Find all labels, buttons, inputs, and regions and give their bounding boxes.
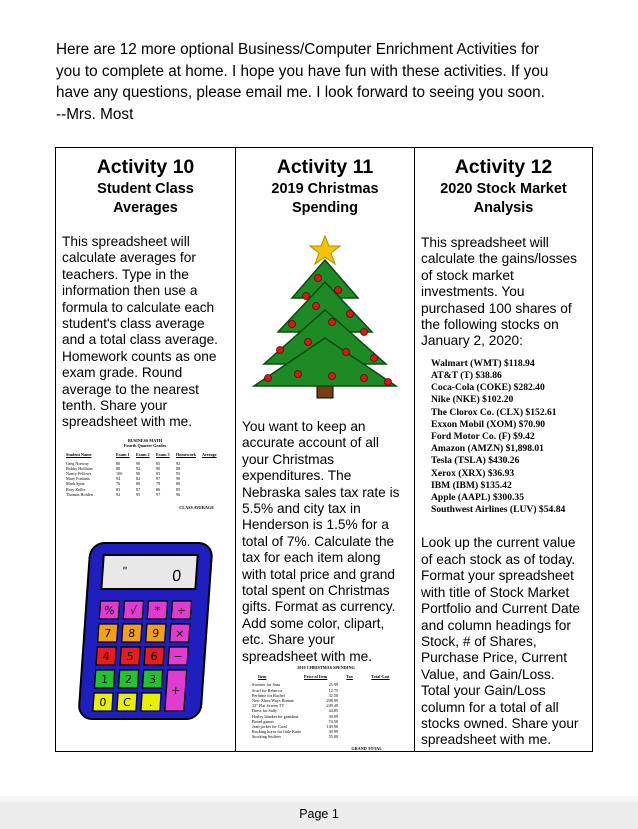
text-line: Homework counts as one [62,348,217,364]
table-cell: 95 [156,471,161,477]
table-cell: 90 [156,465,161,471]
activity-subtitle [56,180,235,218]
subtitle-line: 2020 Stock Market [440,181,567,197]
text-line: 5.5% and city tax in [242,501,361,517]
mini-table-title: BUSINESS MATH [127,438,162,443]
stock-item: Tesla (TSLA) $430.26 [431,455,520,467]
text-line: calculate averages for [62,250,196,266]
text-line: Value, and Gain/Loss. [421,666,555,682]
text-line: January 2, 2020: [421,333,523,349]
spending-sample-table [252,665,400,751]
calculator-key-label: 7 [103,627,112,640]
activities-table [55,147,593,752]
activity-title: Activity 12 [454,156,553,178]
intro-paragraph [56,39,596,125]
mini-col-header: Item [258,674,267,680]
text-line: Add some color, clipart, [242,615,385,631]
table-row [252,734,400,739]
table-cell: 96 [176,491,181,497]
table-cell: 92 [116,491,121,497]
calculator-key-label: . [148,696,154,709]
activity-title: Activity 11 [276,156,374,178]
table-cell: Sweater for Sam [252,682,280,688]
text-line: with title of Stock Market [421,584,570,600]
text-line: formula to calculate each [62,299,215,315]
table-cell: 88 [116,465,121,471]
text-line: average to the nearest [62,381,199,397]
table-cell: 86 [156,486,161,492]
intro-line: Here are 12 more optional Business/Computer Enrichment Activities for [56,41,539,58]
table-cell: 92 [176,460,181,466]
intro-line: you to complete at home. I hope you have fun with these activities. If you [56,62,549,80]
activity-12-column [415,148,592,751]
display-digit: 0 [171,568,182,585]
calculator-key-label: × [174,627,185,640]
subtitle-line: Analysis [473,200,534,216]
activity-title: Activity 10 [96,156,195,178]
calculator-key-label: 8 [127,627,136,640]
stock-item: Coca-Cola (COKE) $282.40 [431,382,545,394]
activity-instructions [415,535,592,748]
mini-table-body [66,461,224,497]
activity-11-column [236,148,415,751]
table-cell: Rory Zollie [66,486,86,492]
stock-item: Ford Motor Co. (F) $9.42 [431,431,535,443]
stock-list [415,358,592,517]
text-line: and a total class average. [62,332,218,348]
mini-table-body [252,682,400,739]
table-cell: 32" Flat Screen TV [252,703,285,709]
text-line: total of 7%. Calculate the [242,533,395,549]
table-cell: Perfume for Rachel [252,692,285,698]
grades-sample-table [66,438,224,510]
table-cell: 80 [136,481,141,487]
text-line: expenditures. The [242,468,352,484]
stock-item: Nike (NKE) $102.20 [431,394,514,406]
calculator-key-label: C [122,696,132,709]
calculator-key-label: * [154,604,161,617]
display-mark: " [122,564,128,578]
table-cell: Greg Norway [66,460,89,466]
table-cell: 95 [136,491,141,497]
calculator-key-label: 2 [124,673,133,686]
table-cell: 85 [156,460,161,466]
calculator-key-label: 3 [148,673,157,686]
calculator-key-label: 5 [126,650,135,663]
text-line: tenth. Share your [62,398,168,414]
table-cell: Mark Spitz [66,481,85,487]
calculator-key-label: 6 [150,650,159,663]
text-line: of stock market [421,267,514,283]
table-cell: 79 [156,481,161,487]
activity-subtitle [415,180,592,218]
table-cell: 39.99 [328,729,338,735]
text-line: etc. Share your [242,632,335,648]
table-cell: 85 [176,486,181,492]
text-line: spreadsheet with me. [242,648,373,664]
mini-col-header: Exam 3 [156,452,170,458]
table-cell: 97 [156,491,161,497]
table-cell: Rocking horse for little Katie [252,729,302,735]
mini-col-header: Total Cost [371,674,390,680]
table-cell: 94 [116,476,121,482]
table-cell: 12.75 [328,687,338,693]
activity-description [56,234,235,431]
table-cell: Scarf for Rebecca [252,687,282,693]
text-line: Look up the current value [421,535,576,551]
text-line: Henderson is 1.5% for a [242,517,389,533]
text-line: gifts. Format as currency. [242,599,396,615]
text-line: with total price and grand [242,566,395,582]
text-line: spreadsheet with me. [421,732,552,748]
table-cell: Stocking Stuffers [252,734,282,740]
table-cell: Thomas Holden [66,491,93,497]
stock-item: Amazon (AMZN) $1,898.01 [431,443,544,455]
calculator-display [101,555,197,589]
table-cell: 25.99 [328,682,338,688]
stock-item: The Clorox Co. (CLX) $152.61 [431,406,557,418]
subtitle-line: Student Class [97,181,194,197]
table-cell: 44.85 [328,708,338,714]
text-line: investments. You [421,284,525,300]
subtitle-line: Averages [113,200,178,216]
text-line: purchased 100 shares of [421,300,572,316]
stock-item: Xerox (XRX) $36.93 [431,467,515,479]
page-number: Page 1 [299,807,339,821]
text-line: exam grade. Round [62,365,183,381]
table-cell: Bobby Hollister [66,465,93,471]
table-cell: 88 [176,465,181,471]
calculator-key-label: ÷ [176,604,187,617]
mini-table-header [66,452,224,457]
text-line: Portfolio and Current Date [421,601,581,617]
table-cell: 80 [116,460,121,466]
table-cell: 74.50 [328,718,338,724]
table-cell: New Xbox/Ways Bonnie [252,698,294,704]
table-cell: 298.99 [326,698,338,704]
text-line: Stock, # of Shares, [421,633,537,649]
table-cell: 95 [176,471,181,477]
mini-table-subtitle: Fourth Quarter Grades [123,443,167,449]
text-line: and column headings for [421,617,571,633]
activity-10-column [56,148,236,751]
table-cell: 90 [176,476,181,482]
stock-item: Exxon Mobil (XOM) $70.90 [431,418,546,430]
text-line: spreadsheet with me. [62,414,193,430]
activity-description [415,235,592,350]
mini-col-header: Student Name [66,452,92,458]
table-cell: Nancy Fellows [66,471,92,477]
stock-item: Southwest Airlines (LUV) $54.84 [431,504,566,516]
text-line: Purchase Price, Current [421,650,568,666]
text-line: You want to keep an [242,419,366,434]
stock-item: Walmart (WMT) $118.94 [431,357,535,369]
mini-col-header: Exam 1 [116,452,130,458]
mini-col-header: Average [202,452,217,458]
text-line: of each stock as of today. [421,551,576,567]
text-line: stocks owned. Share your [421,715,579,731]
stock-item: IBM (IBM) $135.42 [431,479,512,491]
text-line: student's class average [62,316,205,332]
text-line: accurate account of all [242,435,379,451]
table-cell: Mary Fontana [66,476,90,482]
table-row [66,492,224,497]
intro-signature: --Mrs. Most [56,105,134,123]
calculator-key-label: % [103,604,116,617]
table-cell: Dress for Sally [252,708,278,714]
intro-line: have any questions, please email me. I look forward to seeing you soon. [56,84,545,101]
text-line: column for a total of all [421,699,559,715]
table-cell: Jean-jacket for Carol [252,724,288,730]
text-line: total spent on Christmas [242,583,390,599]
text-line: the following stocks on [421,317,559,333]
mini-table-header [252,674,400,679]
subtitle-line: Spending [291,200,359,216]
table-cell: 76 [116,481,121,487]
text-line: Total your Gain/Loss [421,683,546,699]
table-cell: 90 [136,460,141,466]
calculator-key-label: 4 [102,650,111,663]
table-cell: 90 [136,471,141,477]
activity-subtitle [236,180,414,218]
table-cell: 80 [176,481,181,487]
table-cell: 55.00 [328,734,338,740]
stock-item: AT&T (T) $38.86 [431,370,502,382]
table-cell: Harley blanket for grandma [252,713,299,719]
text-line: teachers. Type in the [62,266,189,282]
mini-table-title: 2019 CHRISTMAS SPENDING [297,665,355,670]
subtitle-line: 2019 Christmas [271,181,379,197]
calculator-key-label: 9 [151,627,160,640]
stock-item: Apple (AAPL) $300.35 [431,492,525,504]
activity-description [236,419,414,665]
text-line: This spreadsheet will [421,235,549,250]
calculator-key-label: 1 [100,673,109,686]
table-cell: 83 [116,486,121,492]
text-line: information then use a [62,283,198,299]
table-cell: 82 [136,476,141,482]
text-line: Nebraska sales tax rate is [242,484,400,500]
christmas-tree-illustration [250,234,400,404]
text-line: your Christmas [242,451,335,467]
table-cell: 92 [136,465,141,471]
mini-table-footer: CLASS AVERAGE [179,505,214,511]
table-cell: 100 [116,471,123,477]
calculator-key-label: + [170,684,181,697]
table-cell: 32.50 [328,692,338,698]
calculator-key-label: 0 [98,696,107,709]
text-line: tax for each item along [242,550,381,566]
table-cell: 149.90 [326,724,338,730]
mini-col-header: Exam 2 [136,452,150,458]
text-line: calculate the gains/losses [421,251,577,267]
table-cell: 87 [136,486,141,492]
text-line: Format your spreadsheet [421,568,574,584]
mini-col-header: Tax [346,674,353,680]
mini-col-header: Homework [176,452,197,458]
table-cell: 30.99 [328,713,338,719]
mini-table-footer: GRAND TOTAL [351,745,382,751]
text-line: This spreadsheet will [62,234,190,249]
calculator-key-label: √ [129,604,138,617]
table-cell: 97 [156,476,161,482]
table-cell: 249.49 [326,703,338,709]
table-cell: Board games [252,718,274,724]
mini-col-header: Price of Item [304,674,328,680]
calculator-illustration [77,537,227,727]
calculator-key-label: − [173,650,184,663]
